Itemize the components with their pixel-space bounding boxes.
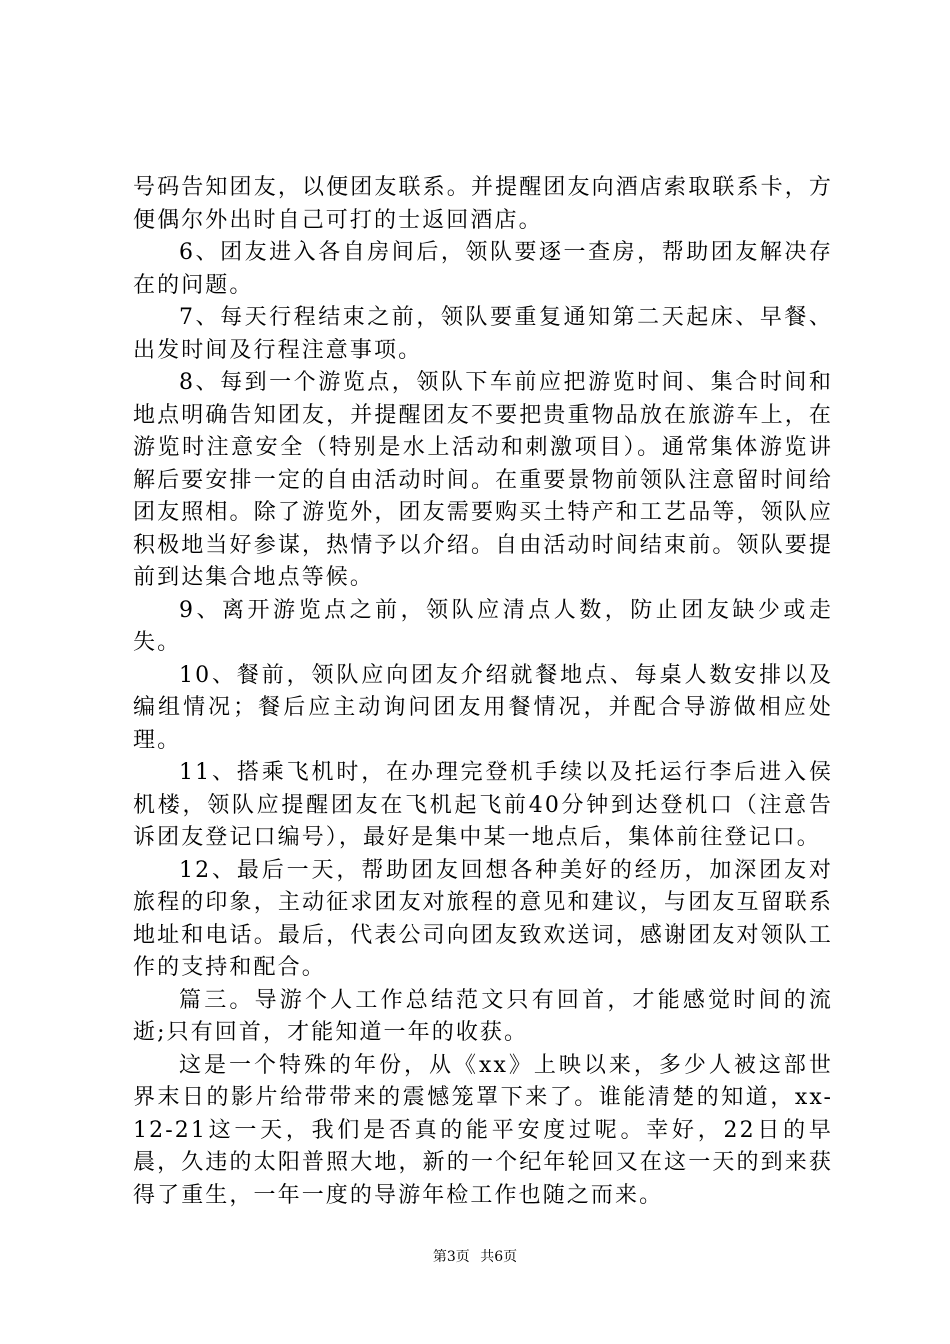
- paragraph-2: 6、团友进入各自房间后，领队要逐一查房，帮助团友解决存在的问题。: [133, 240, 833, 298]
- paragraph-6: 10、餐前，领队应向团友介绍就餐地点、每桌人数安排以及编组情况；餐后应主动询问团友用餐情况，并配合导游做相应处理。: [133, 662, 833, 753]
- paragraph-7: 11、搭乘飞机时，在办理完登机手续以及托运行李后进入侯机楼，领队应提醒团友在飞机起飞前40分钟到达登机口（注意告诉团友登记口编号），最好是集中某一地点后，集体前往登记口。: [133, 760, 833, 850]
- paragraph-3: 7、每天行程结束之前，领队要重复通知第二天起床、早餐、出发时间及行程注意事项。: [133, 305, 833, 363]
- paragraph-9: 篇三。导游个人工作总结范文只有回首，才能感觉时间的流逝;只有回首，才能知道一年的收获。: [133, 987, 833, 1045]
- page-number: 第3页: [432, 1249, 470, 1265]
- document-body: [133, 172, 833, 1212]
- paragraph-8: 12、最后一天，帮助团友回想各种美好的经历，加深团友对旅程的印象，主动征求团友对旅程的意见和建议，与团友互留联系地址和电话。最后，代表公司向团友致欢送词，感谢团友对领队工作的支持和配合。: [133, 857, 833, 980]
- page-footer: [0, 1247, 950, 1267]
- page-total: 共6页: [480, 1249, 518, 1265]
- paragraph-4: 8、每到一个游览点，领队下车前应把游览时间、集合时间和地点明确告知团友，并提醒团友不要把贵重物品放在旅游车上，在游览时注意安全（特别是水上活动和刺激项目）。通常集体游览讲解后要安排一定的自由活动时间。在重要景物前领队注意留时间给团友照相。除了游览外，团友需要购买土特产和工艺品等，领队应积极地当好参谋，热情予以介绍。自由活动时间结束前。领队要提前到达集合地点等候。: [133, 370, 833, 590]
- paragraph-10: 这是一个特殊的年份，从《xx》上映以来，多少人被这部世界末日的影片给带带来的震憾笼罩下来了。谁能清楚的知道，xx-12-21这一天，我们是否真的能平安度过呢。幸好，22日的早晨，久违的太阳普照大地，新的一个纪年轮回又在这一天的到来获得了重生，一年一度的导游年检工作也随之而来。: [133, 1052, 833, 1208]
- paragraph-5: 9、离开游览点之前，领队应清点人数，防止团友缺少或走失。: [133, 597, 833, 655]
- paragraph-1: 号码告知团友，以便团友联系。并提醒团友向酒店索取联系卡，方便偶尔外出时自己可打的士返回酒店。: [133, 175, 833, 233]
